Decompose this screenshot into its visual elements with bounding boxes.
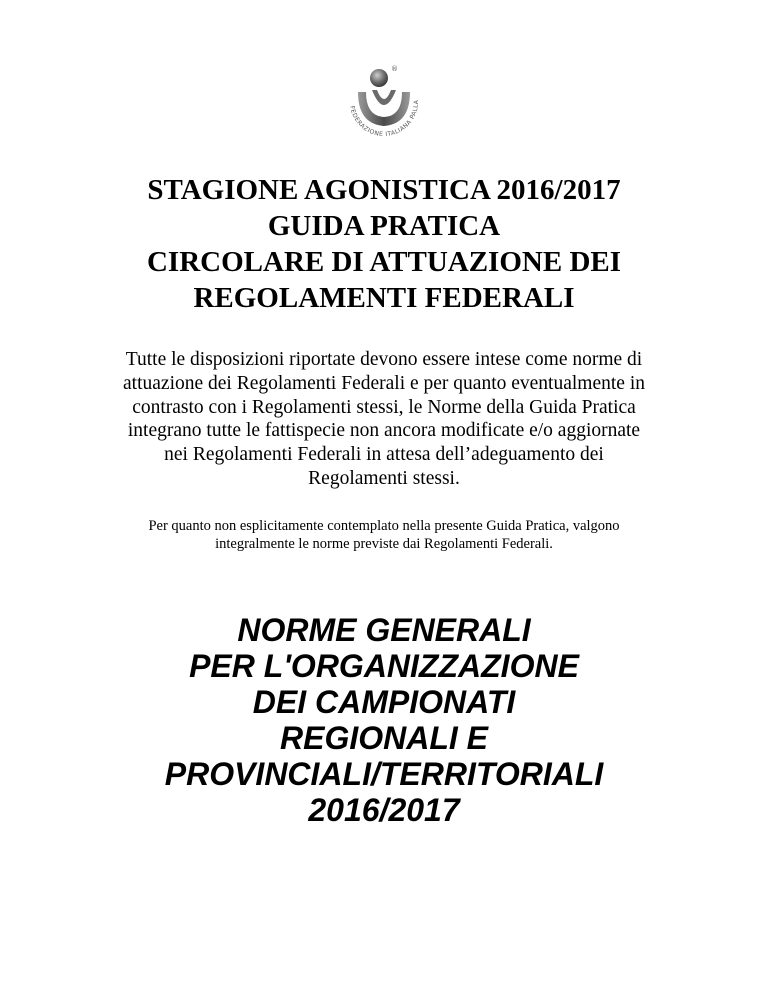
note-line: integralmente le norme previste dai Regolamenti Federali. — [215, 536, 553, 552]
note-paragraph — [60, 517, 708, 553]
intro-line: Tutte le disposizioni riportate devono essere intese come norme di — [125, 349, 643, 370]
title-line: GUIDA PRATICA — [267, 210, 501, 242]
intro-line: integrano tutte le fattispecie non ancora modificate e/o aggiornate — [127, 420, 641, 442]
intro-line: Regolamenti stessi. — [308, 467, 460, 489]
section-line: 2016/2017 — [308, 792, 460, 828]
section-line: DEI CAMPIONATI — [252, 684, 516, 720]
intro-line: attuazione dei Regolamenti Federali e per quanto eventualmente in — [123, 372, 645, 394]
section-line: PROVINCIALI/TERRITORIALI — [164, 756, 604, 792]
section-line: NORME GENERALI — [237, 612, 531, 648]
section-heading — [0, 612, 768, 828]
logo-text: FEDERAZIONE ITALIANA PALLA — [348, 99, 421, 139]
title-line: STAGIONE AGONISTICA 2016/2017 — [147, 174, 621, 206]
registered-mark: ® — [391, 65, 398, 73]
intro-paragraph — [40, 348, 728, 491]
document-title — [0, 172, 768, 316]
section-line: REGIONALI E — [279, 720, 488, 756]
title-line: CIRCOLARE DI ATTUAZIONE DEI — [146, 246, 622, 278]
intro-line: contrasto con i Regolamenti stessi, le Norme della Guida Pratica — [132, 396, 636, 418]
section-line: PER L'ORGANIZZAZIONE — [189, 648, 579, 684]
intro-line: nei Regolamenti Federali in attesa dell’adeguamento dei — [164, 444, 604, 466]
title-line: REGOLAMENTI FEDERALI — [193, 282, 575, 314]
note-line: Per quanto non esplicitamente contemplato nella presente Guida Pratica, valgono — [148, 518, 620, 534]
fipav-logo-icon — [336, 62, 432, 158]
